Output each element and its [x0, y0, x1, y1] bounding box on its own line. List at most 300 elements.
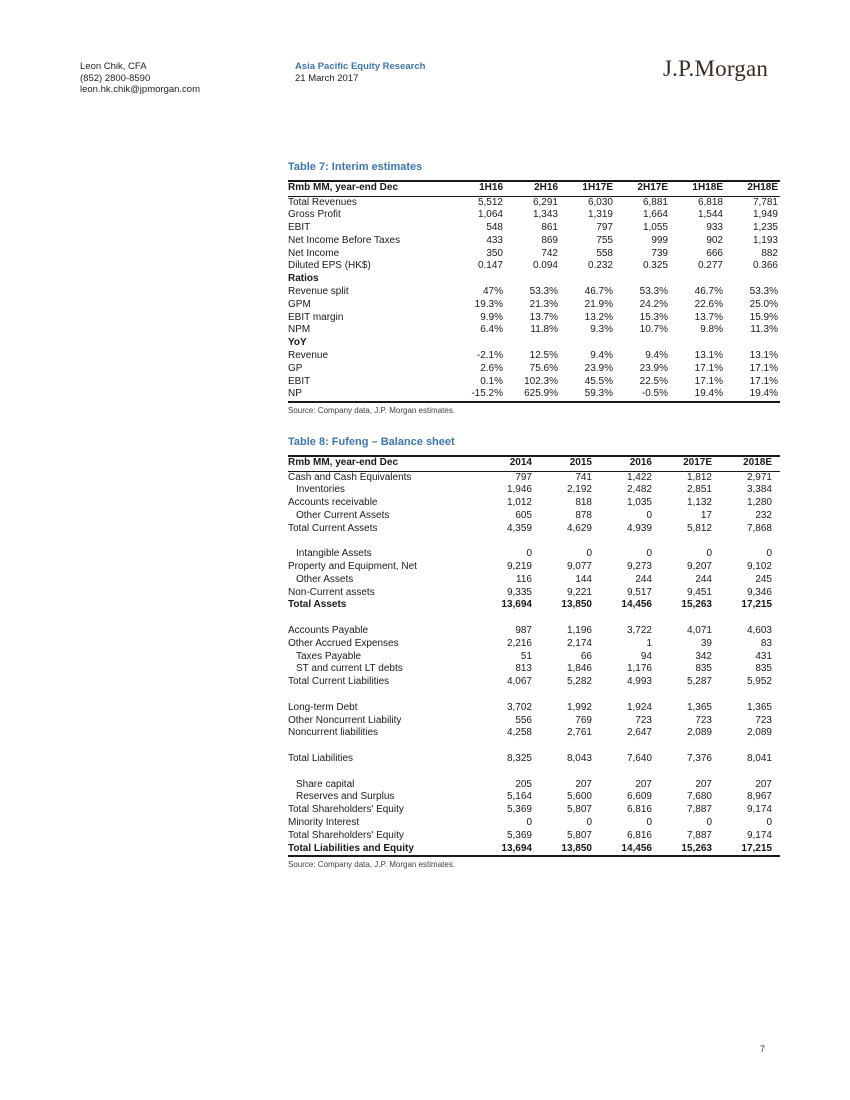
row-value: 5,287 [686, 676, 712, 688]
row-value: 933 [706, 222, 723, 234]
row-value [480, 535, 540, 548]
row-label: Inventories [296, 484, 345, 496]
row-value: 1,343 [532, 209, 558, 221]
row-value: 0 [586, 817, 592, 829]
row-label: NPM [288, 324, 311, 336]
row-value: 7,640 [626, 753, 652, 765]
row-value: 8,041 [746, 753, 772, 765]
row-value [720, 689, 780, 702]
row-value [660, 740, 720, 753]
row-value: 17 [700, 509, 712, 521]
table-row [288, 235, 780, 248]
table-row [288, 260, 780, 273]
table-row [288, 689, 780, 702]
row-value: 1,193 [752, 234, 778, 246]
row-value [480, 766, 540, 779]
row-value: 987 [515, 625, 532, 637]
row-value: 9,102 [746, 561, 772, 573]
row-value: 232 [755, 509, 772, 521]
row-value [660, 689, 720, 702]
row-value: 116 [516, 573, 532, 585]
row-value: 882 [761, 247, 778, 259]
row-value: 0 [586, 548, 592, 560]
row-value: 13,850 [561, 842, 592, 854]
row-label: Net Income [288, 247, 340, 259]
row-value: 8,967 [746, 791, 772, 803]
row-value [600, 612, 660, 625]
row-label: Other Assets [296, 573, 354, 585]
row-value: 4,071 [686, 625, 712, 637]
row-value: 17.1% [694, 362, 723, 374]
row-label: Property and Equipment, Net [288, 561, 417, 573]
row-value: 9.8% [700, 324, 723, 336]
row-value: 902 [706, 234, 723, 246]
row-value: 46.7% [694, 286, 723, 298]
row-value: 741 [575, 471, 592, 483]
row-value: 1,812 [686, 471, 712, 483]
row-value [505, 337, 560, 350]
row-value: 6,291 [532, 196, 558, 208]
row-value: 1,992 [566, 701, 592, 713]
row-value: 15,263 [681, 599, 712, 611]
row-value: 0.1% [480, 375, 503, 387]
row-value: 2,647 [626, 727, 652, 739]
table-row [288, 196, 780, 209]
row-value: 548 [486, 222, 503, 234]
row-value [450, 337, 505, 350]
table-row [288, 663, 780, 676]
row-value: 2.6% [480, 362, 503, 374]
row-value: 0.325 [642, 260, 668, 272]
row-value: 878 [575, 509, 592, 521]
column-header: 2H16 [505, 181, 560, 196]
row-value: 17.1% [749, 362, 778, 374]
row-value: 605 [515, 509, 532, 521]
row-value: 1,012 [506, 497, 532, 509]
row-value: 9,273 [626, 561, 652, 573]
table-row [288, 791, 780, 804]
row-value: 769 [575, 714, 592, 726]
row-value: 9,174 [746, 829, 772, 841]
author-name: Leon Chik, CFA [80, 61, 147, 72]
row-value: 9,346 [746, 586, 772, 598]
table-row [288, 779, 780, 792]
row-label: Total Shareholders' Equity [288, 804, 404, 816]
row-label [288, 689, 480, 702]
table-row [288, 523, 780, 536]
row-label: EBIT margin [288, 311, 344, 323]
table-row [288, 753, 780, 766]
column-header: 1H17E [560, 181, 615, 196]
row-value [540, 612, 600, 625]
row-value: 1,365 [686, 701, 712, 713]
row-value: 0 [766, 548, 772, 560]
row-label [288, 766, 480, 779]
table-row [288, 561, 780, 574]
row-value: 1,319 [587, 209, 613, 221]
row-value: 13.1% [694, 350, 723, 362]
row-value: 2,174 [566, 637, 592, 649]
row-value: 2,971 [746, 471, 772, 483]
row-value: 625.9% [524, 388, 558, 400]
table-row [288, 830, 780, 843]
row-label [288, 535, 480, 548]
row-value: 207 [635, 778, 652, 790]
row-value: 797 [515, 471, 532, 483]
row-value: 244 [635, 573, 652, 585]
row-label: Other Noncurrent Liability [288, 714, 402, 726]
row-value: 5,282 [566, 676, 592, 688]
table8-header-row [288, 456, 780, 471]
row-value: 861 [541, 222, 558, 234]
table7 [288, 180, 780, 403]
row-value: 0.147 [477, 260, 503, 272]
row-value: 3,384 [746, 484, 772, 496]
row-value [725, 337, 780, 350]
row-value: 21.9% [584, 298, 613, 310]
row-value: 5,512 [477, 196, 503, 208]
row-value: 1,055 [642, 222, 668, 234]
table-row [288, 766, 780, 779]
column-header: 2015 [540, 456, 600, 471]
row-label: Total Current Liabilities [288, 676, 390, 688]
row-value: 5,369 [506, 829, 532, 841]
row-value: 1,280 [746, 497, 772, 509]
column-header: 1H18E [670, 181, 725, 196]
row-value: 245 [755, 573, 772, 585]
row-value: 23.9% [639, 362, 668, 374]
row-value [670, 337, 725, 350]
row-label: Noncurrent liabilities [288, 727, 379, 739]
row-value: 4,067 [506, 676, 532, 688]
row-value: 1,235 [752, 222, 778, 234]
row-value: 1,035 [626, 497, 652, 509]
row-value: 835 [755, 663, 772, 675]
row-value: 4,603 [746, 625, 772, 637]
table-row [288, 548, 780, 561]
row-value: 0 [646, 509, 652, 521]
table-row [288, 209, 780, 222]
row-value: 19.4% [749, 388, 778, 400]
row-value: 1,365 [746, 701, 772, 713]
row-value: 1,946 [506, 484, 532, 496]
row-value: 4,629 [566, 522, 592, 534]
row-value: 14,456 [621, 599, 652, 611]
row-value: 13,850 [561, 599, 592, 611]
row-value: 556 [515, 714, 532, 726]
research-division-label: Asia Pacific Equity Research [295, 61, 426, 72]
table-row [288, 817, 780, 830]
row-value: 0 [646, 548, 652, 560]
row-value: 6,030 [587, 196, 613, 208]
table-row [288, 715, 780, 728]
row-value: 9,335 [506, 586, 532, 598]
row-label: EBIT [288, 222, 311, 234]
row-value: 9,451 [686, 586, 712, 598]
table-row [288, 625, 780, 638]
table-row [288, 299, 780, 312]
row-label [288, 612, 480, 625]
row-value: 342 [695, 650, 712, 662]
row-label: Net Income Before Taxes [288, 234, 401, 246]
row-value [505, 273, 560, 286]
row-value: 1,176 [626, 663, 652, 675]
row-value [480, 612, 540, 625]
row-value [480, 740, 540, 753]
row-value [600, 766, 660, 779]
row-value: 2,851 [686, 484, 712, 496]
row-value: 17.1% [749, 375, 778, 387]
table-row [288, 804, 780, 817]
row-value: 433 [486, 234, 503, 246]
row-label: YoY [288, 337, 307, 349]
table-row [288, 222, 780, 235]
table-row [288, 337, 780, 350]
row-value: 7,680 [686, 791, 712, 803]
row-value: 5,812 [686, 522, 712, 534]
row-value: 797 [596, 222, 613, 234]
row-value: 1,132 [686, 497, 712, 509]
row-value: 7,781 [752, 196, 778, 208]
table-row [288, 587, 780, 600]
row-value: 207 [755, 778, 772, 790]
row-label: Accounts Payable [288, 625, 369, 637]
row-value: 1,949 [752, 209, 778, 221]
column-header: 2017E [660, 456, 720, 471]
row-value: 17.1% [694, 375, 723, 387]
row-label: Non-Current assets [288, 586, 375, 598]
row-value: 7,868 [746, 522, 772, 534]
row-value: 1,196 [566, 625, 592, 637]
row-value: 46.7% [584, 286, 613, 298]
row-value: 2,761 [566, 727, 592, 739]
row-label [288, 740, 480, 753]
row-label: EBIT [288, 375, 311, 387]
row-value: 558 [596, 247, 613, 259]
row-label: NP [288, 388, 302, 400]
author-phone: (852) 2800-8590 [80, 72, 151, 84]
row-value: 431 [755, 650, 772, 662]
column-header: Rmb MM, year-end Dec [288, 181, 450, 196]
row-value: 144 [575, 573, 592, 585]
row-value: 1,544 [697, 209, 723, 221]
row-value: 723 [635, 714, 652, 726]
row-label: GPM [288, 298, 311, 310]
row-label: Total Shareholders' Equity [288, 829, 404, 841]
table-row [288, 574, 780, 587]
row-value: 7,376 [686, 753, 712, 765]
row-value: 1 [646, 637, 652, 649]
row-value: 53.3% [749, 286, 778, 298]
report-header [295, 61, 425, 84]
row-value: 0 [706, 548, 712, 560]
row-value: 4,993 [626, 676, 652, 688]
row-value [560, 273, 615, 286]
row-value: 47% [482, 286, 503, 298]
row-value: 4,359 [506, 522, 532, 534]
row-value: 19.3% [474, 298, 503, 310]
row-value: 59.3% [584, 388, 613, 400]
row-value: 0.366 [752, 260, 778, 272]
column-header: 2018E [720, 456, 780, 471]
row-value: -2.1% [476, 350, 503, 362]
row-label: Reserves and Surplus [296, 791, 395, 803]
table-row [288, 484, 780, 497]
table-row [288, 363, 780, 376]
row-value: 102.3% [524, 375, 558, 387]
row-value: 1,064 [477, 209, 503, 221]
table8-title: Table 8: Fufeng – Balance sheet [288, 436, 455, 448]
row-value: 3,722 [626, 625, 652, 637]
row-value: 1,422 [626, 471, 652, 483]
row-label: Revenue [288, 350, 329, 362]
row-value: 39 [700, 637, 712, 649]
column-header: 2016 [600, 456, 660, 471]
row-value [720, 535, 780, 548]
row-label: Minority Interest [288, 817, 360, 829]
column-header: 1H16 [450, 181, 505, 196]
row-value: 742 [541, 247, 558, 259]
row-value: 24.2% [639, 298, 668, 310]
row-value: 5,807 [566, 804, 592, 816]
row-value [660, 766, 720, 779]
row-label: Total Current Assets [288, 522, 378, 534]
row-value: 5,807 [566, 829, 592, 841]
table-row [288, 676, 780, 689]
row-label: Diluted EPS (HK$) [288, 260, 371, 272]
row-value: 5,952 [746, 676, 772, 688]
row-value: 9.3% [590, 324, 613, 336]
row-value: 23.9% [584, 362, 613, 374]
row-value [600, 535, 660, 548]
row-value: 4,939 [626, 522, 652, 534]
row-value: 17,215 [741, 842, 772, 854]
row-label: Total Assets [288, 599, 347, 611]
row-value [725, 273, 780, 286]
table-row [288, 376, 780, 389]
row-value: 9,221 [566, 586, 592, 598]
table-row [288, 312, 780, 325]
column-header: 2014 [480, 456, 540, 471]
row-value: 11.8% [530, 324, 558, 336]
row-value: 13.2% [584, 311, 613, 323]
row-value: 9,174 [746, 804, 772, 816]
column-header: 2H17E [615, 181, 670, 196]
row-value [450, 273, 505, 286]
row-value: 0.232 [587, 260, 613, 272]
row-value: 17,215 [741, 599, 772, 611]
row-value [540, 535, 600, 548]
row-value: 15.3% [639, 311, 668, 323]
row-value: 13.7% [694, 311, 723, 323]
row-value [720, 766, 780, 779]
table-row [288, 471, 780, 484]
row-value: 9,517 [626, 586, 652, 598]
row-label: Long-term Debt [288, 701, 358, 713]
row-value [720, 612, 780, 625]
row-value: 723 [755, 714, 772, 726]
row-label: Revenue split [288, 286, 349, 298]
table-row [288, 843, 780, 857]
row-label: Taxes Payable [296, 650, 362, 662]
row-value: 8,325 [506, 753, 532, 765]
row-value: 53.3% [639, 286, 668, 298]
row-value: 2,089 [746, 727, 772, 739]
row-value: 835 [695, 663, 712, 675]
row-label: ST and current LT debts [296, 663, 403, 675]
row-label: Total Liabilities [288, 753, 354, 765]
column-header: Rmb MM, year-end Dec [288, 456, 480, 471]
row-value: 19.4% [694, 388, 723, 400]
row-value [480, 689, 540, 702]
row-value [600, 689, 660, 702]
table-row [288, 388, 780, 402]
page-number: 7 [760, 1044, 766, 1054]
table-row [288, 702, 780, 715]
row-value [615, 337, 670, 350]
row-value: 22.5% [639, 375, 668, 387]
row-value: 7,887 [686, 804, 712, 816]
row-value: 2,089 [686, 727, 712, 739]
row-value [615, 273, 670, 286]
row-value: 5,369 [506, 804, 532, 816]
row-value: 21.3% [529, 298, 558, 310]
row-value: 0.277 [697, 260, 723, 272]
row-value: 75.6% [529, 362, 558, 374]
row-value: 66 [580, 650, 592, 662]
table-row [288, 740, 780, 753]
row-value: 13.7% [529, 311, 558, 323]
table7-title: Table 7: Interim estimates [288, 161, 423, 173]
row-label: Other Accrued Expenses [288, 637, 399, 649]
row-value: 9.9% [480, 311, 503, 323]
table-row [288, 510, 780, 523]
row-value: 0 [646, 817, 652, 829]
table-row [288, 248, 780, 261]
row-value: 83 [760, 637, 772, 649]
row-value [540, 689, 600, 702]
table-row [288, 350, 780, 363]
table-row [288, 599, 780, 612]
row-value [660, 612, 720, 625]
row-value: 53.3% [529, 286, 558, 298]
row-value: 205 [515, 778, 532, 790]
row-value: 244 [695, 573, 712, 585]
table-row [288, 497, 780, 510]
row-value: 13,694 [501, 842, 532, 854]
row-value: 9.4% [645, 350, 668, 362]
jpmorgan-logo: J.P.Morgan [663, 56, 769, 81]
table7-block [288, 161, 780, 415]
table-row [288, 612, 780, 625]
row-value: 723 [695, 714, 712, 726]
author-block [80, 61, 200, 96]
row-value: 12.5% [529, 350, 558, 362]
row-value [560, 337, 615, 350]
row-value [600, 740, 660, 753]
row-value: 9.4% [590, 350, 613, 362]
row-value [540, 740, 600, 753]
row-value: 813 [515, 663, 532, 675]
table-row [288, 273, 780, 286]
row-label: Total Liabilities and Equity [288, 842, 414, 854]
row-label: Intangible Assets [296, 548, 372, 560]
row-label: GP [288, 362, 303, 374]
row-value: 739 [651, 247, 668, 259]
row-value: -0.5% [641, 388, 668, 400]
table8 [288, 455, 780, 857]
row-value: 999 [651, 234, 668, 246]
